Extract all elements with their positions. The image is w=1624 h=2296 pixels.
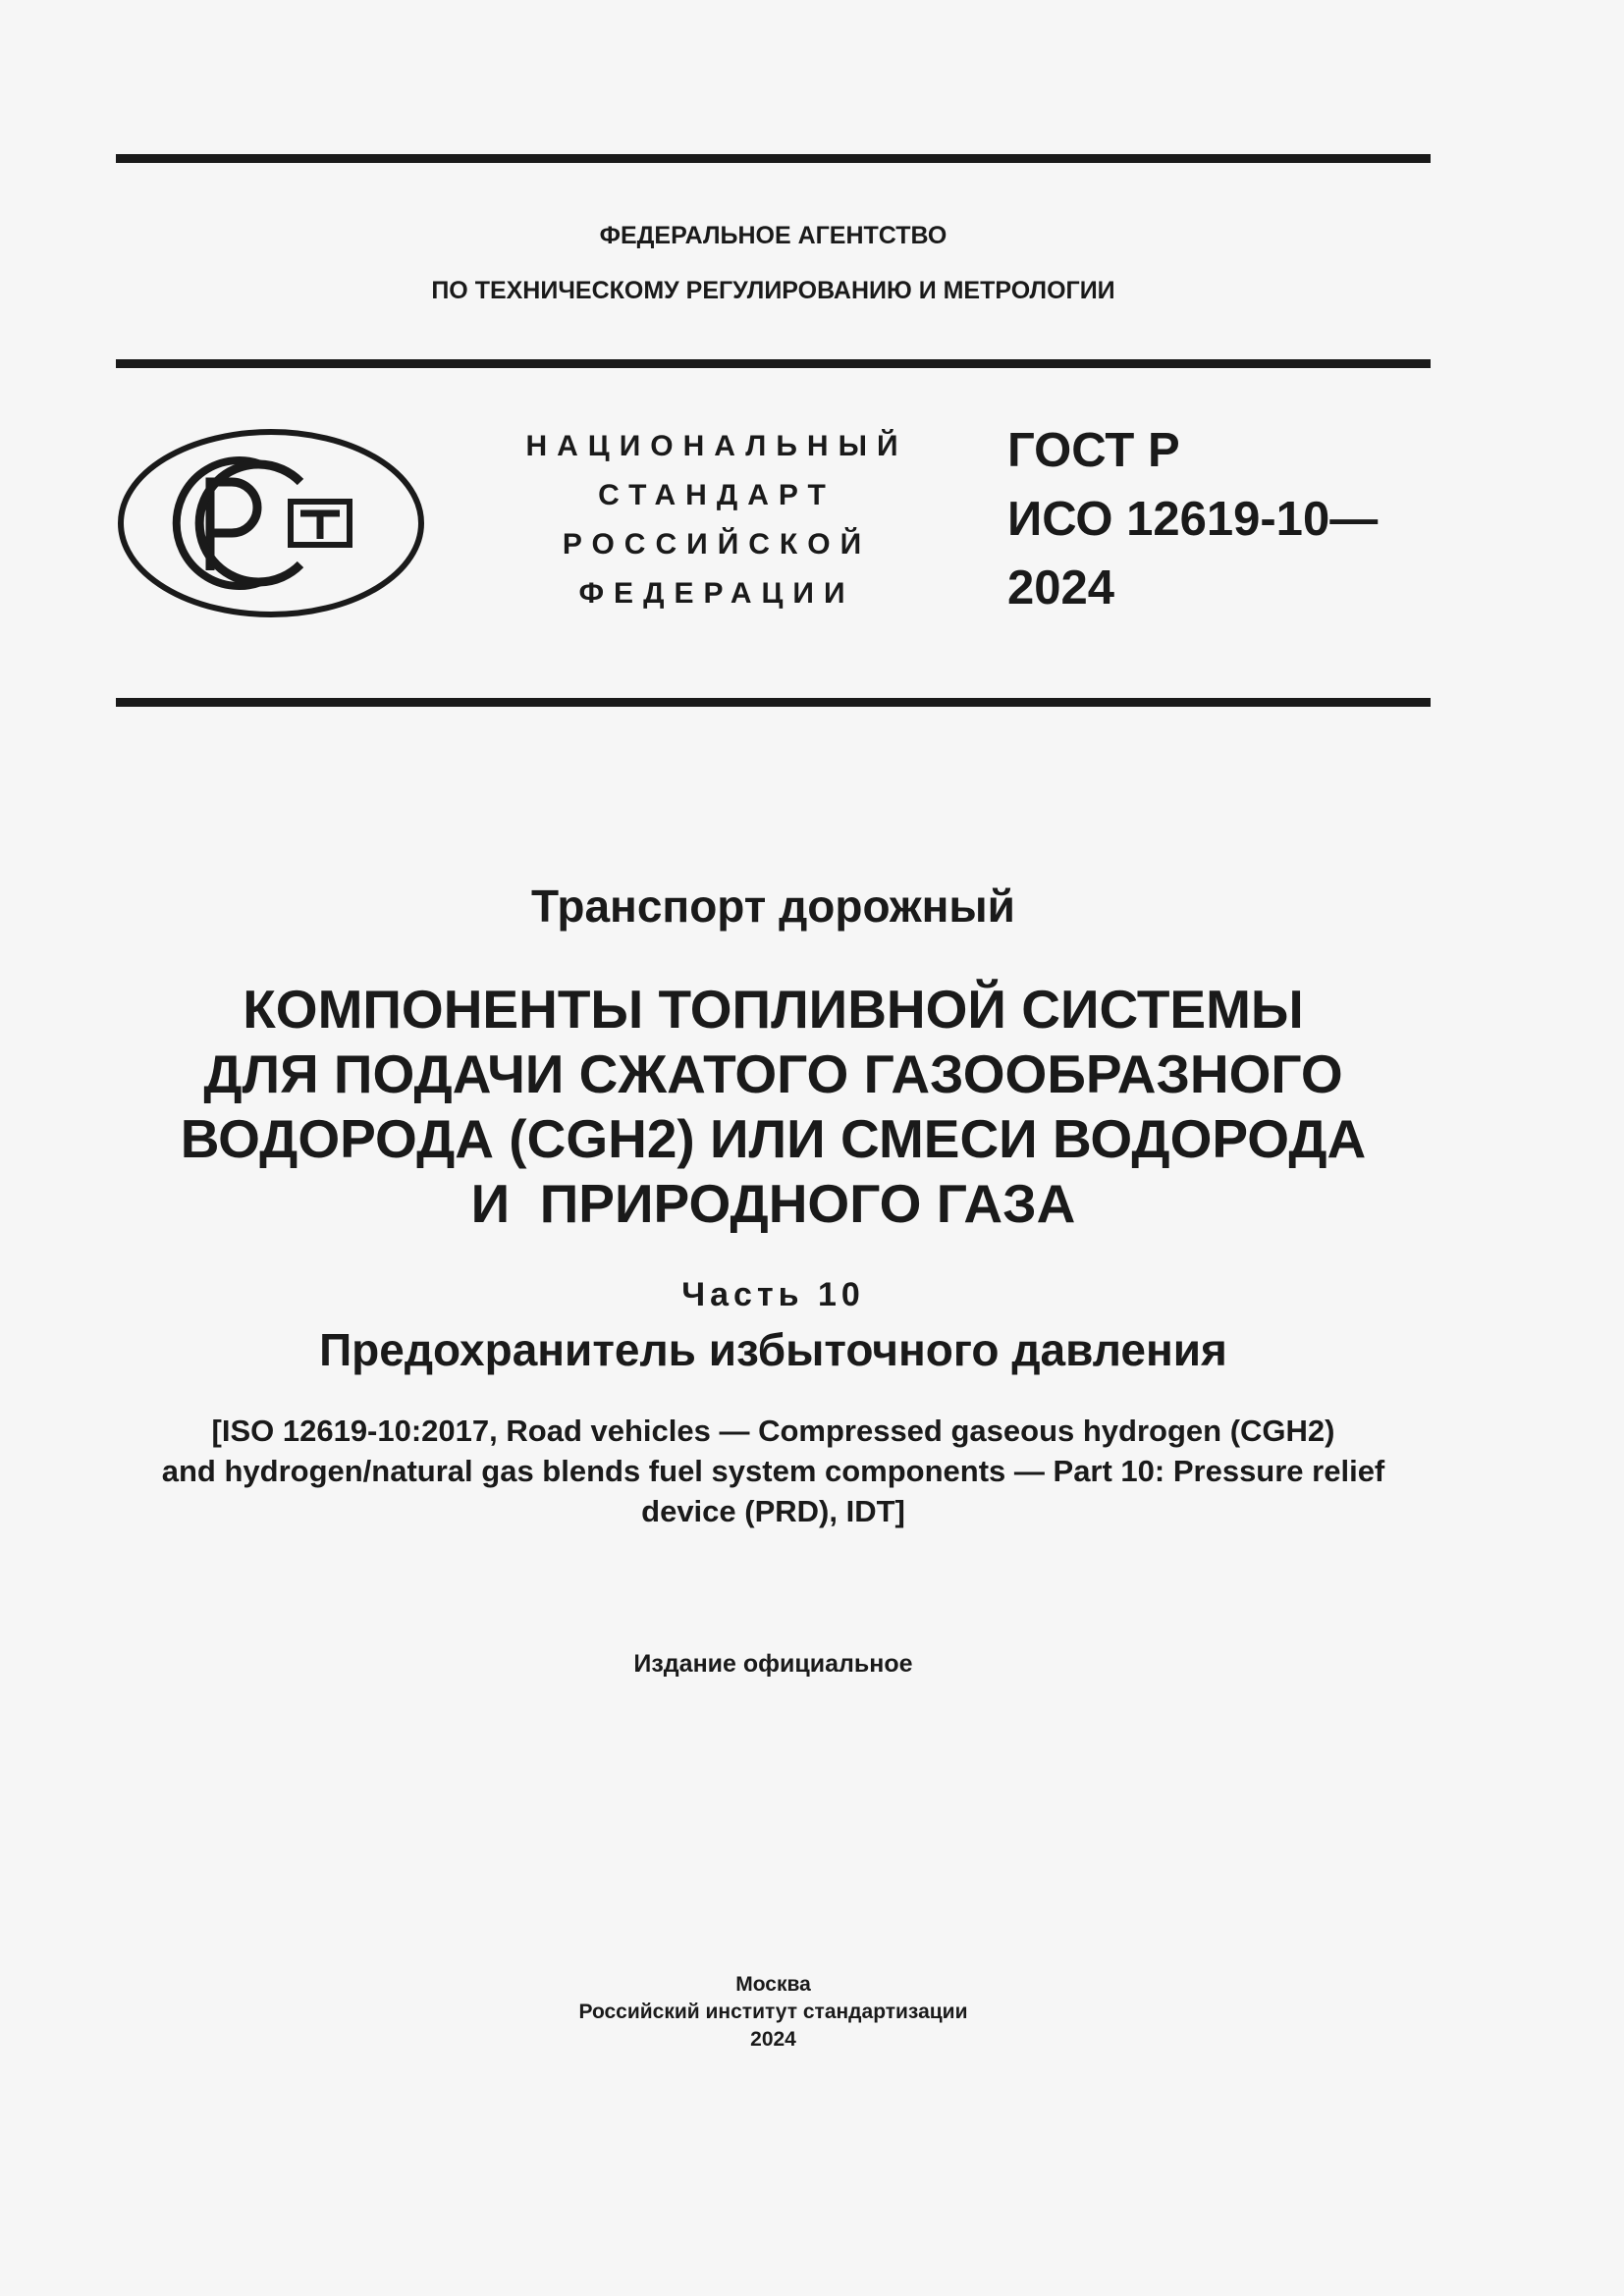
part-label: Часть 10	[681, 1276, 865, 1313]
footer-publisher: Российский институт стандартизации	[578, 2001, 968, 2023]
title-line-2: ДЛЯ ПОДАЧИ СЖАТОГО ГАЗООБРАЗНОГО	[203, 1043, 1343, 1104]
iso-line-1: [ISO 12619-10:2017, Road vehicles — Compressed gaseous hydrogen (CGH2)	[211, 1414, 1335, 1448]
agency-header	[116, 208, 1431, 318]
designation-line-2: ИСО 12619-10—	[1007, 493, 1379, 546]
header-bottom-rule	[116, 698, 1431, 707]
title-line-4: И ПРИРОДНОГО ГАЗА	[470, 1173, 1076, 1234]
top-rule	[116, 154, 1431, 163]
agency-line-1: ФЕДЕРАЛЬНОЕ АГЕНТСТВО	[599, 222, 947, 249]
title-line-3: ВОДОРОДА (CGH2) ИЛИ СМЕСИ ВОДОРОДА	[180, 1108, 1367, 1169]
iso-line-3: device (PRD), IDT]	[641, 1494, 905, 1528]
national-line-3: РОССИЙСКОЙ	[562, 528, 872, 561]
national-standard-block	[491, 422, 943, 618]
iso-line-2: and hydrogen/natural gas blends fuel system components — Part 10: Pressure relief	[161, 1454, 1385, 1488]
national-line-4: ФЕДЕРАЦИИ	[578, 577, 855, 610]
publisher-footer	[116, 1971, 1431, 2054]
designation-line-1: ГОСТ Р	[1007, 424, 1180, 477]
national-line-1: НАЦИОНАЛЬНЫЙ	[525, 430, 908, 462]
iso-reference	[116, 1411, 1431, 1531]
edition-note: Издание официальное	[633, 1650, 913, 1678]
designation-line-3: 2024	[1007, 561, 1115, 614]
agency-line-2: ПО ТЕХНИЧЕСКОМУ РЕГУЛИРОВАНИЮ И МЕТРОЛОГИИ	[431, 277, 1115, 304]
standard-designation	[1007, 416, 1378, 622]
title-line-1: КОМПОНЕНТЫ ТОПЛИВНОЙ СИСТЕМЫ	[243, 979, 1304, 1040]
part-title: Предохранитель избыточного давления	[319, 1324, 1227, 1375]
rst-mark-icon	[116, 427, 426, 619]
agency-bottom-rule	[116, 359, 1431, 368]
footer-city: Москва	[735, 1973, 811, 1996]
document-title	[116, 977, 1431, 1236]
subject-heading: Транспорт дорожный	[531, 881, 1015, 932]
footer-year: 2024	[750, 2028, 796, 2051]
national-line-2: СТАНДАРТ	[598, 479, 836, 511]
